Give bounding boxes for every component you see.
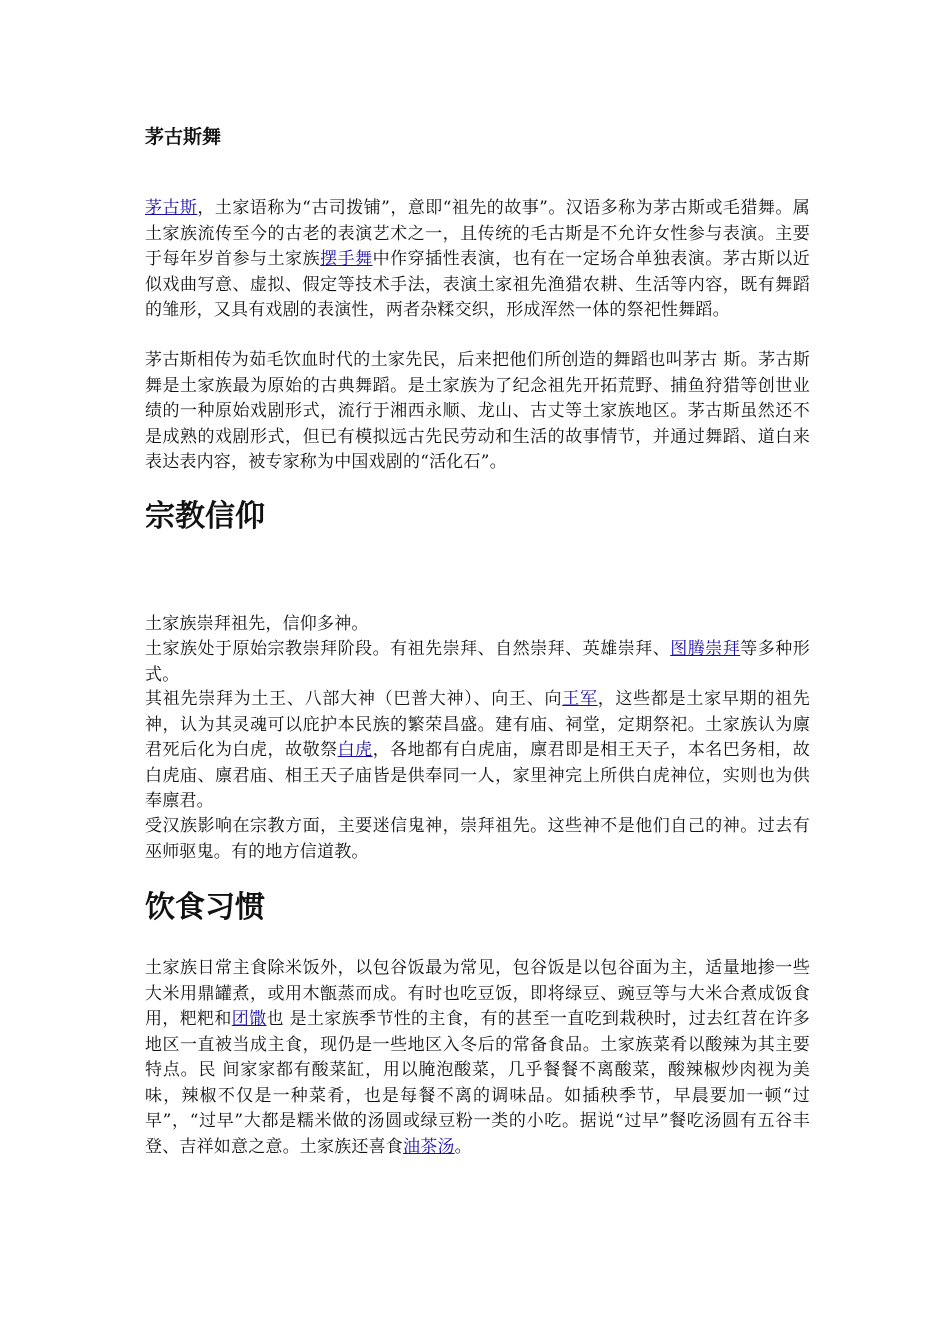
- section-title-religion: 宗教信仰: [145, 499, 265, 534]
- link-baishouwu[interactable]: 摆手舞: [320, 249, 373, 269]
- paragraph-text: 其祖先崇拜为土王、八部大神（巴普大神）、向王、向: [145, 689, 563, 709]
- paragraph-text: ，土家语称为“古司拨铺”，意即“祖先的故事”。汉语多称为茅古斯或毛猎舞。属土家族流传至今的古老的表演艺术之一，且传统的毛古斯是不允许女性参与表演。主要于每年岁首参与土家族: [145, 198, 810, 269]
- paragraph-text: 也 是土家族季节性的主食，有的甚至一直吃到栽秧时，过去红苕在许多地区一直被当成主食，现仍是一些地区入冬后的常备食品。土家族菜肴以酸辣为其主要特点。民 间家家都有酸菜缸，用以腌泡酸菜，几乎餐餐不离酸菜，酸辣椒炒肉视为美味，辣椒不仅是一种菜肴，也是每餐不离的调味品。如插秧季节，早晨要加一顿“过 早”，“过早”大都是糯米做的汤圆或绿豆粉一类的小吃。据说“过早”餐吃汤圆有五谷丰登、吉祥如意之意。土家族还喜食: [145, 1009, 811, 1157]
- paragraph-text: 土家族处于原始宗教崇拜阶段。有祖先崇拜、自然崇拜、英雄崇拜、: [145, 639, 671, 659]
- section-title-diet: 饮食习惯: [145, 890, 265, 925]
- paragraph-text: ，各地都有白虎庙，廪君即是相王天子，本名巴务相，故白虎庙、廪君庙、相王天子庙皆是供奉同一人，家里神完上所供白虎神位，实则也为供奉廪君。: [145, 740, 810, 811]
- paragraph-religion-2: [145, 637, 810, 688]
- paragraph-text: 土家族日常主食除米饭外，以包谷饭最为常见，包谷饭是以包谷面为主，适量地掺一些大米用鼎罐煮，或用木甑蒸而成。有时也吃豆饭，即将绿豆、豌豆等与大米合煮成饭食用，粑粑和: [145, 958, 810, 1029]
- paragraph-text: 中作穿插性表演，也有在一定场合单独表演。茅古斯以近似戏曲写意、虚拟、假定等技术手法，表演土家祖先渔猎农耕、生活等内容，既有舞蹈的雏形，又具有戏剧的表演性，两者杂糅交织，形成浑然一体的祭祀性舞蹈。: [145, 249, 810, 320]
- paragraph-text: ，这些都是土家早期的祖先神，认为其灵魂可以庇护本民族的繁荣昌盛。建有庙、祠堂，定期祭祀。土家族认为廪君死后化为白虎，故敬祭: [145, 689, 810, 760]
- paragraph-religion-4: 受汉族影响在宗教方面，主要迷信鬼神，崇拜祖先。这些神不是他们自己的神。过去有巫师驱鬼。有的地方信道教。: [145, 816, 810, 862]
- paragraph-maogusi-intro: [145, 196, 810, 324]
- paragraph-religion-3: [145, 687, 810, 815]
- link-maogusi[interactable]: 茅古斯: [145, 198, 198, 218]
- link-youchatang[interactable]: 油茶汤: [403, 1136, 455, 1157]
- link-baihu[interactable]: 白虎: [337, 740, 373, 760]
- link-wangjun[interactable]: 王军: [562, 689, 598, 709]
- section-title-maogusi: 茅古斯舞: [145, 126, 222, 148]
- link-totem-worship[interactable]: 图腾崇拜: [670, 639, 741, 659]
- paragraph-religion-1: 土家族崇拜祖先，信仰多神。: [145, 614, 369, 634]
- paragraph-text: 。: [454, 1136, 472, 1157]
- link-tuansan[interactable]: 团馓: [231, 1009, 267, 1029]
- paragraph-text: 等多种形式。: [145, 639, 810, 685]
- paragraph-maogusi-history: 茅古斯相传为茹毛饮血时代的土家先民，后来把他们所创造的舞蹈也叫茅古 斯。茅古斯舞是土家族最为原始的古典舞蹈。是土家族为了纪念祖先开拓荒野、捕鱼狩猎等创世业绩的一种原始戏剧形式，流行于湘西永顺、龙山、古丈等土家族地区。茅古斯虽然还不是成熟的戏剧形式，但已有模拟远古先民劳动和生活的故事情节，并通过舞蹈、道白来表达表内容，被专家称为中国戏剧的“活化石”。: [145, 350, 810, 472]
- paragraph-diet: [145, 956, 810, 1160]
